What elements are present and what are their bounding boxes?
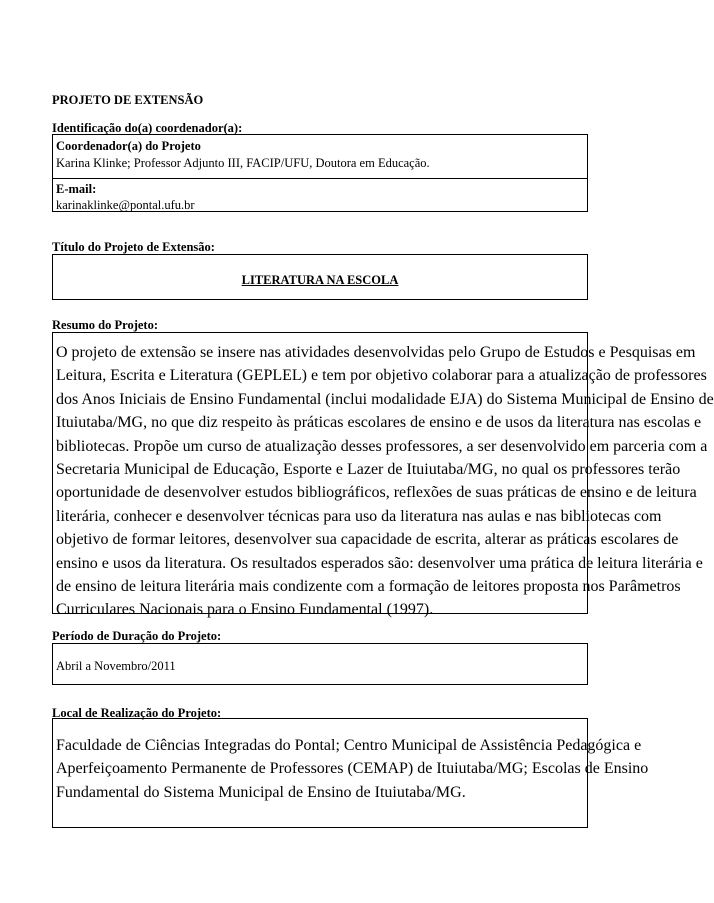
email-label: E-mail: [56, 182, 97, 196]
project-title: LITERATURA NA ESCOLA [241, 273, 399, 287]
title-heading: Título do Projeto de Extensão: [52, 240, 215, 254]
location-text [56, 734, 649, 804]
location-line: Fundamental do Sistema Municipal de Ensino de Ituiutaba/MG. [56, 783, 466, 801]
summary-line: de ensino de leitura literária mais condizente com a formação de leitores proposta nos Parâmetros [56, 577, 681, 595]
coordinator-heading: Identificação do(a) coordenador(a): [52, 121, 243, 135]
summary-line: ensino e usos da literatura. Os resultados esperados são: desenvolver uma prática de leitura literária e [56, 554, 703, 572]
summary-line: Secretaria Municipal de Educação, Esporte e Lazer de Ituiutaba/MG, no qual os professores terão [56, 460, 681, 478]
period-heading: Período de Duração do Projeto: [52, 629, 222, 643]
email-value: karinaklinke@pontal.ufu.br [56, 198, 195, 212]
summary-line: bibliotecas. Propõe um curso de atualização desses professores, a ser desenvolvido em parceria com a [56, 437, 708, 455]
summary-line: literária, conhecer e desenvolver técnicas para uso da literatura nas aulas e nas bibliotecas com [56, 507, 662, 525]
summary-line: dos Anos Iniciais de Ensino Fundamental (inclui modalidade EJA) do Sistema Municipal de Ensino de [56, 390, 714, 408]
summary-text [56, 341, 714, 622]
summary-line: Curriculares Nacionais para o Ensino Fundamental (1997). [56, 601, 434, 619]
location-heading: Local de Realização do Projeto: [52, 706, 222, 720]
document-title: PROJETO DE EXTENSÃO [52, 93, 204, 107]
period-value: Abril a Novembro/2011 [56, 659, 176, 673]
summary-line: Ituiutaba/MG, no que diz respeito às práticas escolares de ensino e de usos da literatura nas escolas e [56, 414, 702, 432]
coordinator-label: Coordenador(a) do Projeto [56, 139, 201, 153]
summary-line: objetivo de formar leitores, desenvolver sua capacidade de escrita, alterar as práticas escolares de [56, 531, 679, 549]
title-box [52, 254, 588, 300]
location-box [52, 718, 649, 828]
location-line: Aperfeiçoamento Permanente de Professores (CEMAP) de Ituiutaba/MG; Escolas de Ensino [56, 760, 649, 778]
summary-line: Leitura, Escrita e Literatura (GEPLEL) e tem por objetivo colaborar para a atualização de professores [56, 367, 707, 385]
location-line: Faculdade de Ciências Integradas do Pontal; Centro Municipal de Assistência Pedagógica e [56, 737, 642, 754]
summary-box [52, 332, 714, 619]
coordinator-divider [53, 178, 587, 179]
summary-heading: Resumo do Projeto: [52, 318, 158, 332]
summary-line: oportunidade de desenvolver estudos bibliográficos, reflexões de suas práticas de ensino e de leitura [56, 484, 697, 502]
summary-line: O projeto de extensão se insere nas atividades desenvolvidas pelo Grupo de Estudos e Pesquisas em [56, 344, 696, 361]
coordinator-box [52, 134, 588, 212]
period-box [52, 643, 588, 685]
coordinator-value: Karina Klinke; Professor Adjunto III, FACIP/UFU, Doutora em Educação. [56, 156, 430, 170]
